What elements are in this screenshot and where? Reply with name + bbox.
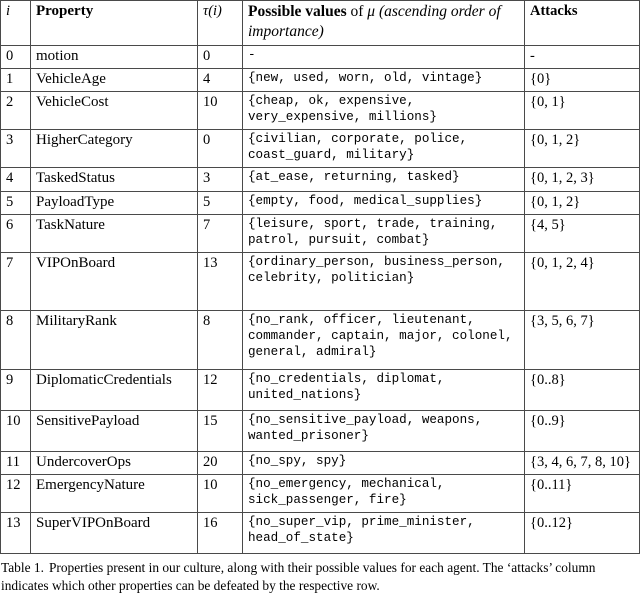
cell-index: 9 [1,369,31,410]
header-values-bold: Possible values [248,3,347,20]
cell-index: 2 [1,92,31,130]
cell-index: 1 [1,69,31,92]
cell-values: {empty, food, medical_supplies} [243,191,525,214]
cell-values: {no_credentials, diplomat, united_nations} [243,369,525,410]
cell-attacks: {4, 5} [525,214,640,252]
cell-property: TaskedStatus [31,168,198,191]
cell-attacks: {0, 1} [525,92,640,130]
cell-values: {new, used, worn, old, vintage} [243,69,525,92]
cell-values: {no_emergency, mechanical, sick_passenger, fire} [243,474,525,512]
cell-attacks: {0, 1, 2} [525,191,640,214]
table-row [1,214,640,252]
cell-values: {civilian, corporate, police, coast_guard, military} [243,130,525,168]
cell-index: 6 [1,214,31,252]
cell-index: 7 [1,252,31,310]
cell-attacks: {3, 5, 6, 7} [525,310,640,369]
caption-label: Table 1. [1,559,44,575]
table-row [1,191,640,214]
cell-index: 11 [1,451,31,474]
table-header-row [1,1,640,46]
cell-values: {no_rank, officer, lieutenant, commander, captain, major, colonel, general, admiral} [243,310,525,369]
cell-property: PayloadType [31,191,198,214]
header-index-label: i [6,3,11,19]
cell-property: DiplomaticCredentials [31,369,198,410]
cell-values: {cheap, ok, expensive, very_expensive, millions} [243,92,525,130]
table-row [1,310,640,369]
cell-attacks: {0..8} [525,369,640,410]
cell-property: MilitaryRank [31,310,198,369]
cell-attacks: {0, 1, 2, 4} [525,252,640,310]
cell-tau: 16 [198,512,243,553]
cell-index: 5 [1,191,31,214]
cell-attacks: {0..9} [525,410,640,451]
cell-index: 10 [1,410,31,451]
cell-tau: 10 [198,92,243,130]
cell-property: UndercoverOps [31,451,198,474]
cell-attacks: {0, 1, 2} [525,130,640,168]
header-attacks [525,1,640,46]
table-row [1,168,640,191]
cell-property: motion [31,46,198,69]
table-row [1,369,640,410]
header-index [1,1,31,46]
cell-attacks: {0..12} [525,512,640,553]
header-property-label: Property [36,3,94,19]
table-row [1,252,640,310]
cell-values: {ordinary_person, business_person, celebrity, politician} [243,252,525,310]
table-row [1,46,640,69]
cell-property: SuperVIPOnBoard [31,512,198,553]
cell-index: 3 [1,130,31,168]
header-tau-label: τ(i) [203,3,222,19]
cell-attacks: {0..11} [525,474,640,512]
table-row [1,474,640,512]
cell-attacks: - [525,46,640,69]
cell-values: - [243,46,525,69]
cell-tau: 12 [198,369,243,410]
header-values-mu: μ [367,3,376,20]
cell-tau: 4 [198,69,243,92]
cell-values: {no_super_vip, prime_minister, head_of_state} [243,512,525,553]
table-row [1,512,640,553]
cell-property: VehicleAge [31,69,198,92]
cell-index: 0 [1,46,31,69]
cell-property: VIPOnBoard [31,252,198,310]
cell-values: {at_ease, returning, tasked} [243,168,525,191]
cell-values: {no_spy, spy} [243,451,525,474]
cell-tau: 0 [198,46,243,69]
cell-tau: 8 [198,310,243,369]
cell-property: VehicleCost [31,92,198,130]
cell-attacks: {3, 4, 6, 7, 8, 10} [525,451,640,474]
cell-tau: 5 [198,191,243,214]
cell-tau: 0 [198,130,243,168]
cell-tau: 3 [198,168,243,191]
cell-tau: 7 [198,214,243,252]
table-row [1,92,640,130]
table-row [1,451,640,474]
cell-attacks: {0, 1, 2, 3} [525,168,640,191]
table-body [1,1,640,554]
table-row [1,130,640,168]
header-values-italic: (ascending order of importance) [248,3,501,40]
caption-text: Properties present in our culture, along with their possible values for each agent. The ‘attacks’ column indicates which other properties can be defeated by the respective row. [1,559,596,594]
header-possible-values [243,1,525,46]
header-tau [198,1,243,46]
cell-tau: 15 [198,410,243,451]
cell-property: EmergencyNature [31,474,198,512]
cell-property: HigherCategory [31,130,198,168]
cell-tau: 10 [198,474,243,512]
cell-index: 13 [1,512,31,553]
cell-values: {no_sensitive_payload, weapons, wanted_prisoner} [243,410,525,451]
header-attacks-label: Attacks [530,3,578,19]
cell-index: 4 [1,168,31,191]
cell-tau: 13 [198,252,243,310]
header-property [31,1,198,46]
table-row [1,410,640,451]
cell-attacks: {0} [525,69,640,92]
cell-index: 8 [1,310,31,369]
table-row [1,69,640,92]
cell-tau: 20 [198,451,243,474]
cell-property: SensitivePayload [31,410,198,451]
cell-property: TaskNature [31,214,198,252]
cell-index: 12 [1,474,31,512]
cell-values: {leisure, sport, trade, training, patrol, pursuit, combat} [243,214,525,252]
header-values-of: of [346,3,368,20]
table-caption [1,559,635,595]
